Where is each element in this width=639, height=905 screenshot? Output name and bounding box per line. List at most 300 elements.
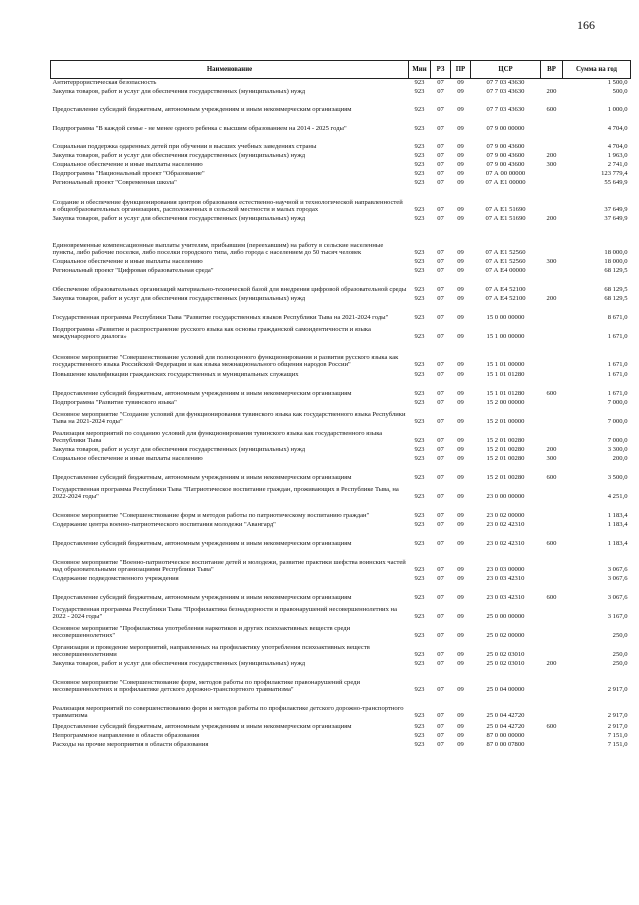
cell-csr: 25 0 04 00000 [486, 686, 525, 693]
cell-vr [541, 274, 563, 293]
cell-name: Региональный проект "Современная школа" [52, 179, 177, 186]
cell-min: 923 [414, 474, 425, 481]
cell-vr [541, 601, 563, 620]
table-row [51, 321, 631, 340]
cell-pr: 09 [457, 333, 464, 340]
cell-sum: 1 500,0 [607, 79, 628, 86]
cell-rz: 07 [437, 79, 444, 86]
col-header-pr: ПР [451, 61, 471, 79]
cell-rz: 07 [437, 594, 444, 601]
cell-pr: 09 [457, 371, 464, 378]
cell-vr: 600 [546, 540, 557, 547]
cell-name: Закупка товаров, работ и услуг для обеспечения государственных (муниципальных) нужд [52, 88, 306, 95]
cell-min: 923 [414, 566, 425, 573]
cell-sum: 7 000,0 [607, 418, 628, 425]
cell-csr: 07 А E1 51690 [485, 215, 526, 222]
table-row [51, 222, 631, 256]
cell-name: Предоставление субсидий бюджетным, автономным учреждениям и иным некоммерческим организациям [52, 594, 352, 601]
cell-csr: 23 0 02 42310 [486, 521, 525, 528]
cell-pr: 09 [457, 446, 464, 453]
table-row [51, 739, 631, 748]
cell-name: Закупка товаров, работ и услуг для обеспечения государственных (муниципальных) нужд [52, 660, 306, 667]
cell-vr [541, 168, 563, 177]
cell-sum: 7 000,0 [607, 399, 628, 406]
cell-csr: 87 0 00 00000 [486, 732, 525, 739]
table-row [51, 397, 631, 406]
cell-name: Содержание центра военно-патриотического воспитания молодежи "Авангард" [52, 521, 276, 528]
cell-name: Основное мероприятие "Совершенствование форм и методов работы по патриотическому воспитанию граждан" [52, 512, 370, 519]
cell-pr: 09 [457, 215, 464, 222]
table-row [51, 302, 631, 321]
cell-vr: 200 [546, 152, 557, 159]
cell-vr [541, 79, 563, 87]
table-row [51, 500, 631, 519]
cell-csr: 07 А E1 51690 [485, 206, 526, 213]
cell-min: 923 [414, 249, 425, 256]
cell-pr: 09 [457, 723, 464, 730]
cell-pr: 09 [457, 686, 464, 693]
cell-rz: 07 [437, 613, 444, 620]
cell-rz: 07 [437, 170, 444, 177]
cell-sum: 1 000,0 [607, 106, 628, 113]
cell-rz: 07 [437, 286, 444, 293]
cell-pr: 09 [457, 249, 464, 256]
cell-name: Расходы на прочие мероприятия в области образования [52, 741, 209, 748]
cell-vr: 600 [546, 390, 557, 397]
cell-min: 923 [414, 660, 425, 667]
cell-csr: 25 0 02 03010 [486, 660, 525, 667]
table-row [51, 406, 631, 425]
cell-csr: 23 0 00 00000 [486, 493, 525, 500]
cell-name: Социальная поддержка одаренных детей при обучении в высших учебных заведениях страны [52, 143, 317, 150]
cell-min: 923 [414, 106, 425, 113]
cell-min: 923 [414, 215, 425, 222]
table-row [51, 667, 631, 693]
cell-min: 923 [414, 418, 425, 425]
cell-rz: 07 [437, 399, 444, 406]
cell-vr [541, 321, 563, 340]
cell-csr: 07 9 00 43600 [486, 143, 525, 150]
cell-rz: 07 [437, 686, 444, 693]
table-row [51, 719, 631, 730]
cell-name: Предоставление субсидий бюджетным, автономным учреждениям и иным некоммерческим организациям [52, 390, 352, 397]
cell-vr [541, 730, 563, 739]
cell-rz: 07 [437, 521, 444, 528]
cell-vr [541, 113, 563, 132]
cell-rz: 07 [437, 712, 444, 719]
cell-name: Предоставление субсидий бюджетным, автономным учреждениям и иным некоммерческим организациям [52, 723, 352, 730]
cell-csr: 07 А 00 00000 [485, 170, 526, 177]
cell-sum: 7 151,0 [607, 741, 628, 748]
cell-csr: 07 А E4 52100 [485, 286, 526, 293]
cell-min: 923 [414, 613, 425, 620]
cell-pr: 09 [457, 712, 464, 719]
cell-vr [541, 425, 563, 444]
table-row [51, 113, 631, 132]
table-row [51, 547, 631, 573]
cell-name: Подпрограмма "Развитие тувинского языка" [52, 399, 177, 406]
cell-min: 923 [414, 399, 425, 406]
table-row [51, 256, 631, 265]
cell-pr: 09 [457, 399, 464, 406]
table-row [51, 620, 631, 639]
cell-rz: 07 [437, 493, 444, 500]
cell-min: 923 [414, 575, 425, 582]
cell-csr: 07 7 03 43630 [486, 79, 525, 86]
table-row [51, 444, 631, 453]
cell-pr: 09 [457, 474, 464, 481]
cell-rz: 07 [437, 361, 444, 368]
cell-rz: 07 [437, 741, 444, 748]
cell-rz: 07 [437, 249, 444, 256]
cell-csr: 07 9 00 43600 [486, 152, 525, 159]
cell-min: 923 [414, 686, 425, 693]
cell-pr: 09 [457, 361, 464, 368]
cell-pr: 09 [457, 143, 464, 150]
cell-name: Реализация мероприятий по созданию условий для функционирования тувинского языка как государственного языка Республики Тыва [52, 429, 383, 444]
table-row [51, 462, 631, 481]
table-row [51, 213, 631, 222]
cell-vr [541, 397, 563, 406]
cell-rz: 07 [437, 179, 444, 186]
cell-pr: 09 [457, 521, 464, 528]
cell-min: 923 [414, 521, 425, 528]
cell-pr: 09 [457, 732, 464, 739]
cell-name: Организация и проведение мероприятий, направленных на профилактику употребления психоактивных веществ несовершеннолетними [52, 643, 370, 658]
cell-name: Антитеррористическая безопасность [52, 79, 157, 86]
col-header-min: Мин [409, 61, 431, 79]
cell-sum: 18 000,0 [604, 249, 628, 256]
cell-min: 923 [414, 295, 425, 302]
cell-vr [541, 132, 563, 150]
cell-pr: 09 [457, 179, 464, 186]
cell-sum: 1 183,4 [607, 540, 628, 547]
table-row [51, 265, 631, 274]
cell-name: Содержание подведомственного учреждения [52, 575, 179, 582]
cell-vr: 200 [546, 215, 557, 222]
cell-vr [541, 186, 563, 213]
cell-csr: 15 2 01 00280 [486, 474, 525, 481]
cell-pr: 09 [457, 540, 464, 547]
cell-min: 923 [414, 651, 425, 658]
cell-csr: 07 А E1 00000 [485, 179, 526, 186]
table-header-row [51, 61, 631, 79]
cell-pr: 09 [457, 390, 464, 397]
cell-csr: 07 А E4 00000 [485, 267, 526, 274]
cell-rz: 07 [437, 732, 444, 739]
cell-vr: 200 [546, 295, 557, 302]
cell-pr: 09 [457, 594, 464, 601]
cell-pr: 09 [457, 267, 464, 274]
cell-vr [541, 739, 563, 748]
cell-name: Создание и обеспечение функционирования центров образования естественно-научной и технологической направленностей в общеобразовательных организациях, расположенных в сельской местности и малых городах [52, 198, 403, 213]
cell-pr: 09 [457, 575, 464, 582]
cell-sum: 37 649,9 [604, 206, 628, 213]
table-row [51, 528, 631, 547]
cell-vr: 200 [546, 88, 557, 95]
cell-name: Основное мероприятие "Создание условий для функционирования тувинского языка как государственного языка Республики Тыва на 2021-2024 годы" [52, 410, 406, 425]
cell-vr: 200 [546, 660, 557, 667]
cell-min: 923 [414, 258, 425, 265]
table-row [51, 481, 631, 500]
cell-pr: 09 [457, 613, 464, 620]
cell-name: Реализация мероприятий по совершенствованию форм и методов работы по профилактике детского дорожно-транспортного травматизма [52, 704, 404, 719]
cell-sum: 3 500,0 [607, 474, 628, 481]
cell-sum: 18 000,0 [604, 258, 628, 265]
cell-sum: 3 067,6 [607, 594, 628, 601]
cell-min: 923 [414, 594, 425, 601]
cell-min: 923 [414, 143, 425, 150]
cell-min: 923 [414, 390, 425, 397]
cell-csr: 15 0 00 00000 [486, 314, 525, 321]
cell-vr: 300 [546, 161, 557, 168]
cell-sum: 1 671,0 [607, 333, 628, 340]
cell-pr: 09 [457, 455, 464, 462]
cell-vr [541, 547, 563, 573]
cell-rz: 07 [437, 106, 444, 113]
table-row [51, 730, 631, 739]
cell-min: 923 [414, 170, 425, 177]
col-header-rz: РЗ [431, 61, 451, 79]
cell-sum: 2 917,0 [607, 712, 628, 719]
cell-sum: 3 300,0 [607, 446, 628, 453]
table-row [51, 378, 631, 397]
cell-vr [541, 265, 563, 274]
cell-rz: 07 [437, 143, 444, 150]
cell-pr: 09 [457, 493, 464, 500]
cell-min: 923 [414, 446, 425, 453]
table-row [51, 159, 631, 168]
cell-rz: 07 [437, 371, 444, 378]
cell-name: Закупка товаров, работ и услуг для обеспечения государственных (муниципальных) нужд [52, 295, 306, 302]
cell-vr: 200 [546, 446, 557, 453]
cell-rz: 07 [437, 333, 444, 340]
cell-sum: 37 649,9 [604, 215, 628, 222]
cell-pr: 09 [457, 258, 464, 265]
cell-csr: 15 1 00 00000 [486, 333, 525, 340]
cell-pr: 09 [457, 286, 464, 293]
cell-name: Социальное обеспечение и иные выплаты населению [52, 455, 203, 462]
cell-name: Предоставление субсидий бюджетным, автономным учреждениям и иным некоммерческим организациям [52, 106, 352, 113]
cell-rz: 07 [437, 88, 444, 95]
cell-rz: 07 [437, 125, 444, 132]
cell-sum: 250,0 [612, 632, 628, 639]
table-row [51, 132, 631, 150]
cell-rz: 07 [437, 206, 444, 213]
cell-sum: 3 067,6 [607, 575, 628, 582]
cell-rz: 07 [437, 446, 444, 453]
table-row [51, 186, 631, 213]
cell-csr: 25 0 02 03010 [486, 651, 525, 658]
col-header-name: Наименование [51, 61, 409, 79]
table-row [51, 519, 631, 528]
cell-sum: 1 183,4 [607, 521, 628, 528]
cell-csr: 07 А E1 52560 [485, 258, 526, 265]
cell-min: 923 [414, 361, 425, 368]
cell-min: 923 [414, 179, 425, 186]
cell-rz: 07 [437, 632, 444, 639]
cell-name: Единовременные компенсационные выплаты учителям, прибывшим (переехавшим) на работу в сельские населенные пункты, либо рабочие поселки, либо поселки городского типа, либо города с населением до 50 тысяч человек [52, 241, 384, 256]
cell-vr [541, 177, 563, 186]
table-row [51, 582, 631, 601]
cell-name: Основное мероприятие "Профилактика употребления наркотиков и других психоактивных веществ среди несовершеннолетних" [52, 624, 351, 639]
cell-vr: 600 [546, 723, 557, 730]
cell-vr [541, 620, 563, 639]
cell-sum: 1 963,0 [607, 152, 628, 159]
cell-name: Государственная программа Республики Тыва "Развитие государственных языков Республики Тыва на 2021-2024 годы" [52, 314, 389, 321]
cell-name: Социальное обеспечение и иные выплаты населению [52, 258, 203, 265]
cell-vr [541, 368, 563, 378]
cell-csr: 07 А E4 52100 [485, 295, 526, 302]
cell-pr: 09 [457, 152, 464, 159]
cell-sum: 1 671,0 [607, 361, 628, 368]
cell-sum: 3 167,0 [607, 613, 628, 620]
cell-pr: 09 [457, 418, 464, 425]
cell-min: 923 [414, 79, 425, 86]
cell-sum: 123 779,4 [601, 170, 628, 177]
table-row [51, 340, 631, 368]
cell-rz: 07 [437, 575, 444, 582]
cell-pr: 09 [457, 660, 464, 667]
cell-min: 923 [414, 540, 425, 547]
cell-min: 923 [414, 206, 425, 213]
cell-min: 923 [414, 152, 425, 159]
cell-pr: 09 [457, 314, 464, 321]
cell-rz: 07 [437, 215, 444, 222]
cell-name: Государственная программа Республики Тыва "Патриотическое воспитание граждан, проживающих в Республике Тыва, на 2022-2024 годы" [52, 485, 399, 500]
cell-pr: 09 [457, 79, 464, 86]
table-row [51, 601, 631, 620]
cell-name: Обеспечение образовательных организаций материально-технической базой для внедрения цифровой образовательной среды [52, 286, 407, 293]
cell-csr: 15 2 01 00000 [486, 418, 525, 425]
cell-min: 923 [414, 732, 425, 739]
cell-csr: 23 0 03 00000 [486, 566, 525, 573]
cell-vr [541, 693, 563, 719]
cell-min: 923 [414, 632, 425, 639]
cell-min: 923 [414, 741, 425, 748]
cell-sum: 4 251,0 [607, 493, 628, 500]
cell-vr [541, 500, 563, 519]
cell-csr: 23 0 03 42310 [486, 575, 525, 582]
cell-min: 923 [414, 314, 425, 321]
cell-sum: 3 067,6 [607, 566, 628, 573]
cell-pr: 09 [457, 512, 464, 519]
cell-csr: 15 1 01 01280 [486, 371, 525, 378]
cell-rz: 07 [437, 314, 444, 321]
cell-sum: 2 917,0 [607, 723, 628, 730]
cell-csr: 15 2 01 00280 [486, 455, 525, 462]
cell-vr: 300 [546, 455, 557, 462]
cell-pr: 09 [457, 206, 464, 213]
cell-pr: 09 [457, 295, 464, 302]
cell-sum: 500,0 [612, 88, 628, 95]
table-row [51, 274, 631, 293]
cell-csr: 07 9 00 43600 [486, 161, 525, 168]
cell-vr [541, 639, 563, 658]
cell-pr: 09 [457, 88, 464, 95]
cell-min: 923 [414, 437, 425, 444]
cell-pr: 09 [457, 125, 464, 132]
cell-sum: 4 704,0 [607, 125, 628, 132]
cell-min: 923 [414, 455, 425, 462]
cell-sum: 200,0 [612, 455, 628, 462]
cell-rz: 07 [437, 267, 444, 274]
cell-min: 923 [414, 712, 425, 719]
cell-name: Региональный проект "Цифровая образовательная среда" [52, 267, 214, 274]
table-row [51, 95, 631, 113]
cell-name: Непрограммное направление в области образования [52, 732, 200, 739]
cell-csr: 07 7 03 43630 [486, 88, 525, 95]
cell-vr: 600 [546, 594, 557, 601]
cell-rz: 07 [437, 418, 444, 425]
table-row [51, 79, 631, 87]
cell-pr: 09 [457, 741, 464, 748]
cell-rz: 07 [437, 258, 444, 265]
cell-rz: 07 [437, 390, 444, 397]
cell-rz: 07 [437, 474, 444, 481]
cell-vr [541, 481, 563, 500]
cell-sum: 55 649,9 [604, 179, 628, 186]
table-row [51, 168, 631, 177]
cell-rz: 07 [437, 512, 444, 519]
cell-min: 923 [414, 723, 425, 730]
cell-csr: 25 0 02 00000 [486, 632, 525, 639]
cell-csr: 15 1 01 00000 [486, 361, 525, 368]
cell-csr: 15 2 01 00280 [486, 446, 525, 453]
cell-rz: 07 [437, 161, 444, 168]
table-row [51, 453, 631, 462]
cell-rz: 07 [437, 651, 444, 658]
cell-name: Основное мероприятие "Военно-патриотическое воспитание детей и молодежи, развитие практики шефства воинских частей над образовательными организациями Республики Тыва" [52, 558, 406, 573]
cell-vr: 600 [546, 474, 557, 481]
cell-min: 923 [414, 493, 425, 500]
table-row [51, 639, 631, 658]
cell-pr: 09 [457, 437, 464, 444]
cell-csr: 23 0 03 42310 [486, 594, 525, 601]
cell-sum: 250,0 [612, 651, 628, 658]
cell-vr [541, 302, 563, 321]
cell-vr [541, 667, 563, 693]
cell-name: Основное мероприятие "Совершенствование форм, методов работы по профилактике правонарушений среди несовершеннолетних и профилактике детского дорожно-транспортного травматизма" [52, 678, 361, 693]
cell-min: 923 [414, 88, 425, 95]
cell-name: Закупка товаров, работ и услуг для обеспечения государственных (муниципальных) нужд [52, 152, 306, 159]
page-number: 166 [577, 18, 595, 32]
cell-vr [541, 406, 563, 425]
cell-name: Предоставление субсидий бюджетным, автономным учреждениям и иным некоммерческим организациям [52, 540, 352, 547]
cell-min: 923 [414, 371, 425, 378]
cell-pr: 09 [457, 566, 464, 573]
cell-csr: 87 0 00 07800 [486, 741, 525, 748]
cell-csr: 07 9 00 00000 [486, 125, 525, 132]
cell-sum: 1 183,4 [607, 512, 628, 519]
cell-name: Основное мероприятие "Совершенствование условий для полноценного функционирования и развития русского языка как государственного языка Российской Федерации и как языка межнационального общения народов России" [52, 353, 399, 368]
cell-rz: 07 [437, 152, 444, 159]
cell-vr [541, 222, 563, 256]
cell-pr: 09 [457, 161, 464, 168]
cell-csr: 25 0 04 42720 [486, 712, 525, 719]
cell-min: 923 [414, 512, 425, 519]
cell-rz: 07 [437, 566, 444, 573]
table-row [51, 693, 631, 719]
cell-vr: 300 [546, 258, 557, 265]
cell-sum: 2 917,0 [607, 686, 628, 693]
cell-sum: 4 704,0 [607, 143, 628, 150]
table-row [51, 86, 631, 95]
cell-min: 923 [414, 286, 425, 293]
cell-csr: 07 7 03 43630 [486, 106, 525, 113]
cell-csr: 15 2 01 00280 [486, 437, 525, 444]
col-header-vr: ВР [541, 61, 563, 79]
